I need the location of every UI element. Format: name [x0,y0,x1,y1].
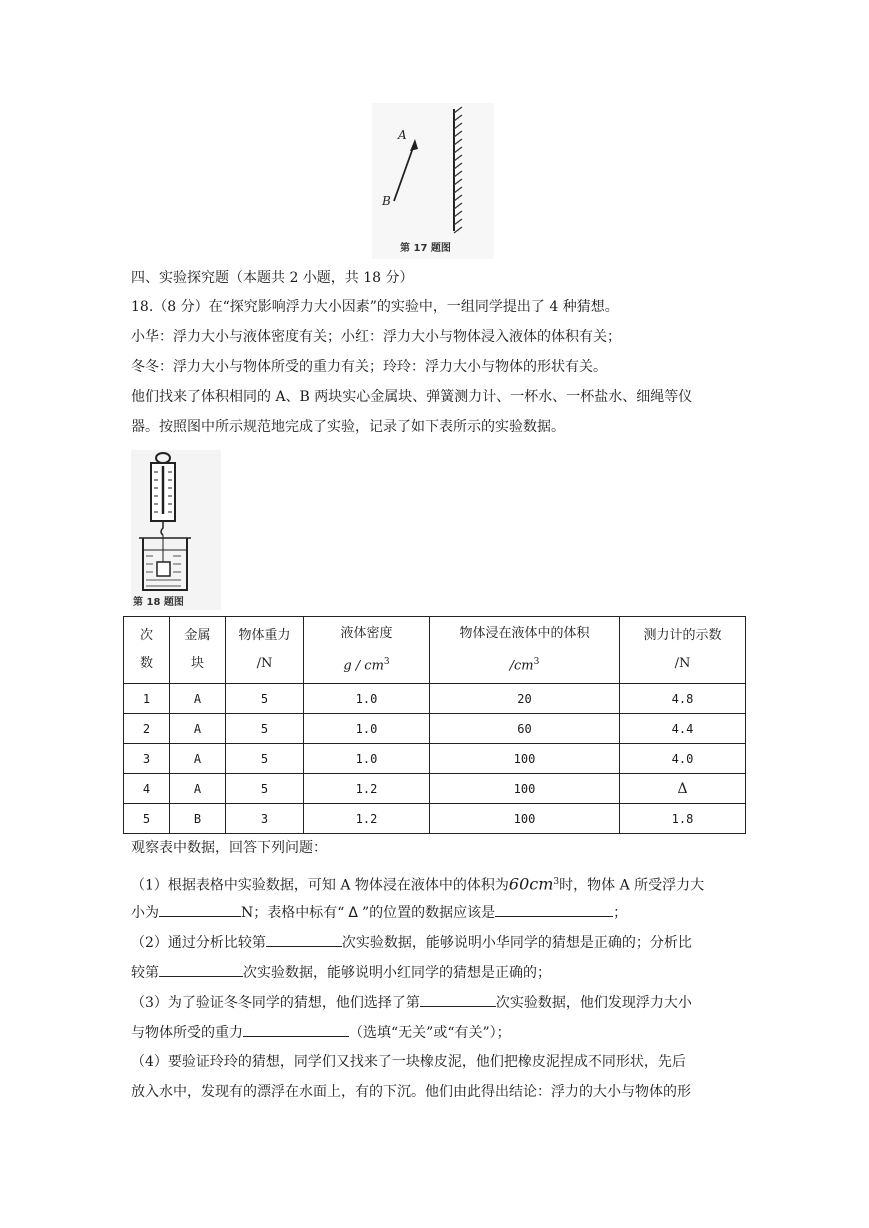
header-metal-block: 金属 块 [170,617,226,684]
question-2-line-1: （2）通过分析比较第 次实验数据，能够说明小华同学的猜想是正确的；分析比 [131,932,692,953]
q18-materials-2: 器。按照图中所示规范地完成了实验，记录了如下表所示的实验数据。 [131,419,565,435]
table-row: 1 A 5 1.0 20 4.8 [124,684,746,714]
header-reading: 测力计的示数 /N [620,617,746,684]
figure-17 [372,103,494,259]
answer-blank-3[interactable] [266,932,342,947]
label-b: B [382,194,391,208]
figure-18-caption: 第 18 题图 [133,597,184,608]
section-heading: 四、实验探究题（本题共 2 小题，共 18 分） [131,270,414,286]
figure-18 [131,450,221,610]
table-row: 5 B 3 1.2 100 1.8 [124,804,746,834]
observe-line: 观察表中数据，回答下列问题： [131,840,327,856]
delta-cell: Δ [620,774,746,804]
question-4-line-1: （4）要验证玲玲的猜想，同学们又找来了一块橡皮泥，他们把橡皮泥捏成不同形状，先后 [131,1054,686,1070]
q18-guess-1: 小华：浮力大小与液体密度有关；小红：浮力大小与物体浸入液体的体积有关； [131,329,621,345]
q18-materials-1: 他们找来了体积相同的 A、B 两块实心金属块、弹簧测力计、一杯水、一杯盐水、细绳等仪 [131,389,693,405]
answer-blank-6[interactable] [243,1022,349,1037]
header-trial: 次 数 [124,617,170,684]
header-weight: 物体重力 /N [226,617,304,684]
figure-17-caption: 第 17 题图 [400,243,451,254]
question-1-line-1: （1）根据表格中实验数据，可知 A 物体浸在液体中的体积为$60cm^3$时，物体 A 所受浮力大 [131,874,705,894]
header-volume: 物体浸在液体中的体积 $/cm^3$ [430,617,620,684]
label-a: A [398,128,407,142]
answer-blank-5[interactable] [420,992,496,1007]
table-header-row [124,617,746,684]
question-4-line-2: 放入水中，发现有的漂浮在水面上，有的下沉。他们由此得出结论：浮力的大小与物体的形 [131,1084,691,1100]
question-1-line-2: 小为 N；表格中标有“ Δ ”的位置的数据应该是 ； [131,902,627,923]
answer-blank-2[interactable] [495,902,613,917]
question-3-line-1: （3）为了验证冬冬同学的猜想，他们选择了第 次实验数据，他们发现浮力大小 [131,992,692,1013]
q18-guess-2: 冬冬：浮力大小与物体所受的重力有关；玲玲：浮力大小与物体的形状有关。 [131,359,607,375]
table-row: 2 A 5 1.0 60 4.4 [124,714,746,744]
header-density: 液体密度 g / $cm^3$ [304,617,430,684]
table-row: 4 A 5 1.2 100 Δ [124,774,746,804]
question-2-line-2: 较第 次实验数据，能够说明小红同学的猜想是正确的； [131,962,551,983]
q18-intro: 18.（8 分）在“探究影响浮力大小因素”的实验中，一组同学提出了 4 种猜想。 [131,299,619,315]
table-row: 3 A 5 1.0 100 4.0 [124,744,746,774]
answer-blank-1[interactable] [159,902,241,917]
experiment-data-table [123,616,746,834]
answer-blank-4[interactable] [159,962,243,977]
arrow-and-mirror-diagram [372,103,494,259]
question-3-line-2: 与物体所受的重力 （选填“无关”或“有关”）； [131,1022,511,1043]
spring-scale-beaker-diagram [131,450,221,610]
